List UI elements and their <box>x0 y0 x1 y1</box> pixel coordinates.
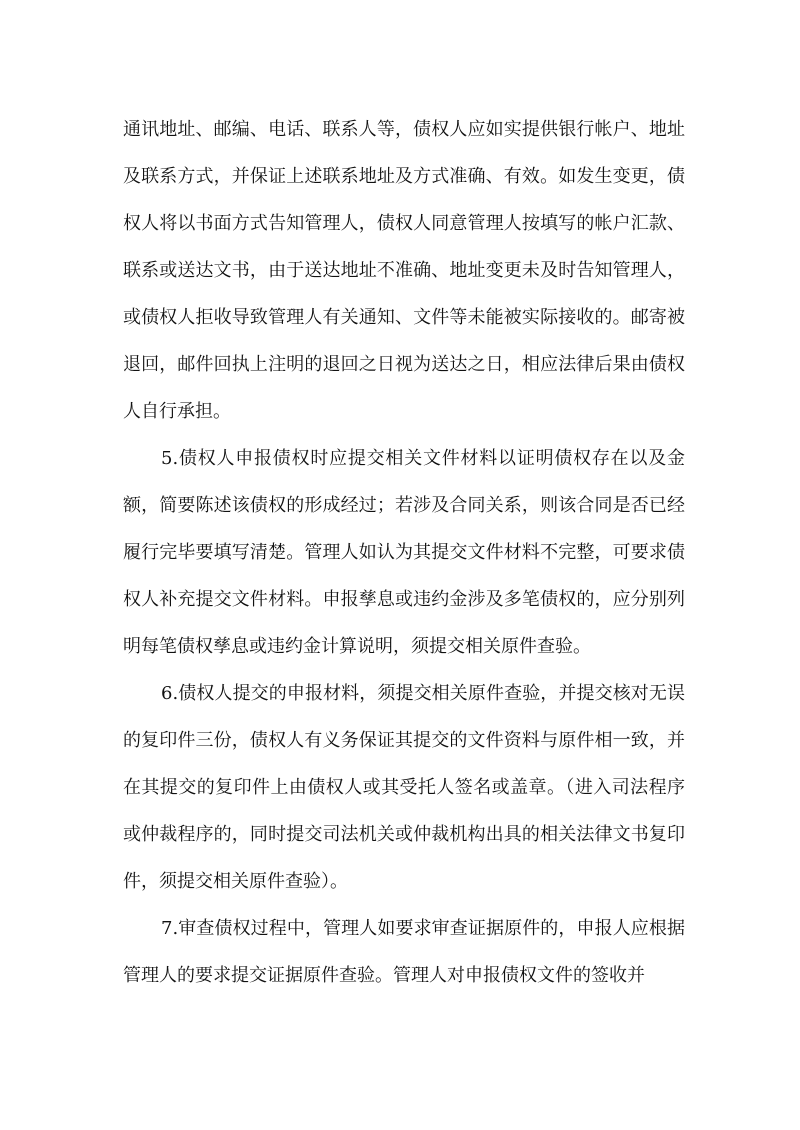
paragraph-item-5: 5.债权人申报债权时应提交相关文件材料以证明债权存在以及金额，简要陈述该债权的形成经过；若涉及合同关系，则该合同是否已经履行完毕要填写清楚。管理人如认为其提交文件材料不完整，可要求债权人补充提交文件材料。申报孳息或违约金涉及多笔债权的，应分别列明每笔债权孳息或违约金计算说明，须提交相关原件查验。 <box>123 448 685 657</box>
paragraph-continuation: 通讯地址、邮编、电话、联系人等，债权人应如实提供银行帐户、地址及联系方式，并保证上述联系地址及方式准确、有效。如发生变更，债权人将以书面方式告知管理人，债权人同意管理人按填写的帐户汇款、联系或送达文书，由于送达地址不准确、地址变更未及时告知管理人，或债权人拒收导致管理人有关通知、文件等未能被实际接收的。邮寄被退回，邮件回执上注明的退回之日视为送达之日，相应法律后果由债权人自行承担。 <box>123 119 685 422</box>
paragraph-item-7: 7.审查债权过程中，管理人如要求审查证据原件的，申报人应根据管理人的要求提交证据原件查验。管理人对申报债权文件的签收并 <box>123 918 685 986</box>
document-body <box>123 106 685 999</box>
paragraph-item-6: 6.债权人提交的申报材料，须提交相关原件查验，并提交核对无误的复印件三份，债权人有义务保证其提交的文件资料与原件相一致，并在其提交的复印件上由债权人或其受托人签名或盖章。（进入司法程序或仲裁程序的，同时提交司法机关或仲裁机构出具的相关法律文书复印件，须提交相关原件查验）。 <box>123 683 685 892</box>
